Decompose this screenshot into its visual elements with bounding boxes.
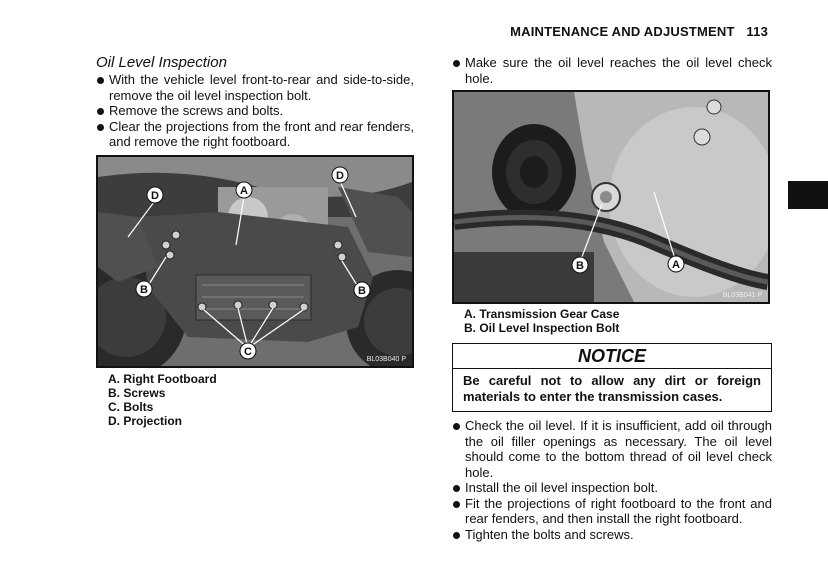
svg-text:D: D — [151, 189, 159, 202]
footboard-photo — [96, 155, 414, 368]
notice-box — [452, 343, 772, 412]
legend-item: A. Transmission Gear Case — [464, 307, 620, 321]
figure-legend — [108, 372, 414, 428]
list-item: Clear the projections from the front and rear fenders, and remove the right footboard. — [96, 119, 414, 150]
figure-legend — [464, 307, 772, 335]
list-item: Make sure the oil level reaches the oil level check hole. — [452, 55, 772, 86]
callout-d-left — [147, 187, 163, 203]
svg-text:A: A — [672, 259, 680, 271]
chapter-thumb-tab — [788, 181, 828, 209]
legend-item: A. Right Footboard — [108, 371, 217, 386]
footboard-photo-illustration — [98, 157, 412, 366]
gear-case-photo — [452, 90, 770, 304]
right-first-step — [452, 55, 772, 86]
svg-text:B: B — [358, 284, 366, 297]
list-item: Install the oil level inspection bolt. — [452, 480, 772, 496]
left-step-list — [96, 72, 414, 150]
svg-text:C: C — [244, 345, 252, 358]
section-header-title: MAINTENANCE AND ADJUSTMENT — [510, 24, 735, 39]
list-item: Tighten the bolts and screws. — [452, 527, 772, 543]
gear-case-photo-illustration — [454, 92, 768, 302]
callout-c — [240, 343, 256, 359]
callout-b-left — [136, 281, 152, 297]
callout-b — [572, 257, 588, 273]
legend-item: D. Projection — [108, 413, 183, 428]
svg-text:B: B — [576, 260, 584, 272]
page-number: 113 — [746, 24, 768, 39]
list-item: Remove the screws and bolts. — [96, 103, 414, 119]
svg-text:D: D — [336, 169, 344, 182]
section-title: Oil Level Inspection — [96, 54, 227, 71]
list-item: With the vehicle level front-to-rear and side-to-side, remove the oil level inspection bolt. — [96, 72, 414, 103]
running-header — [510, 24, 768, 39]
list-item: Fit the projections of right footboard to the front and rear fenders, and then install the right footboard. — [452, 496, 772, 527]
right-step-list — [452, 418, 772, 542]
legend-item: B. Oil Level Inspection Bolt — [464, 321, 620, 335]
figure-code: BL03B041 P — [722, 292, 762, 299]
callout-d-right — [332, 167, 348, 183]
legend-item: B. Screws — [108, 385, 166, 400]
left-column — [96, 54, 414, 428]
callout-b-right — [354, 282, 370, 298]
svg-text:A: A — [240, 184, 248, 197]
list-item: Check the oil level. If it is insufficient, add oil through the oil filler openings as necessary. The oil level should come to the bottom thread of oil level check hole. — [452, 418, 772, 480]
figure-code: BL03B040 P — [366, 355, 406, 363]
notice-body: Be careful not to allow any dirt or foreign materials to enter the transmission cases. — [463, 373, 761, 404]
legend-item: C. Bolts — [108, 399, 154, 414]
notice-title: NOTICE — [453, 344, 771, 369]
right-column — [452, 55, 772, 542]
callout-a — [668, 256, 684, 272]
callout-a — [236, 182, 252, 198]
svg-text:B: B — [140, 283, 148, 296]
